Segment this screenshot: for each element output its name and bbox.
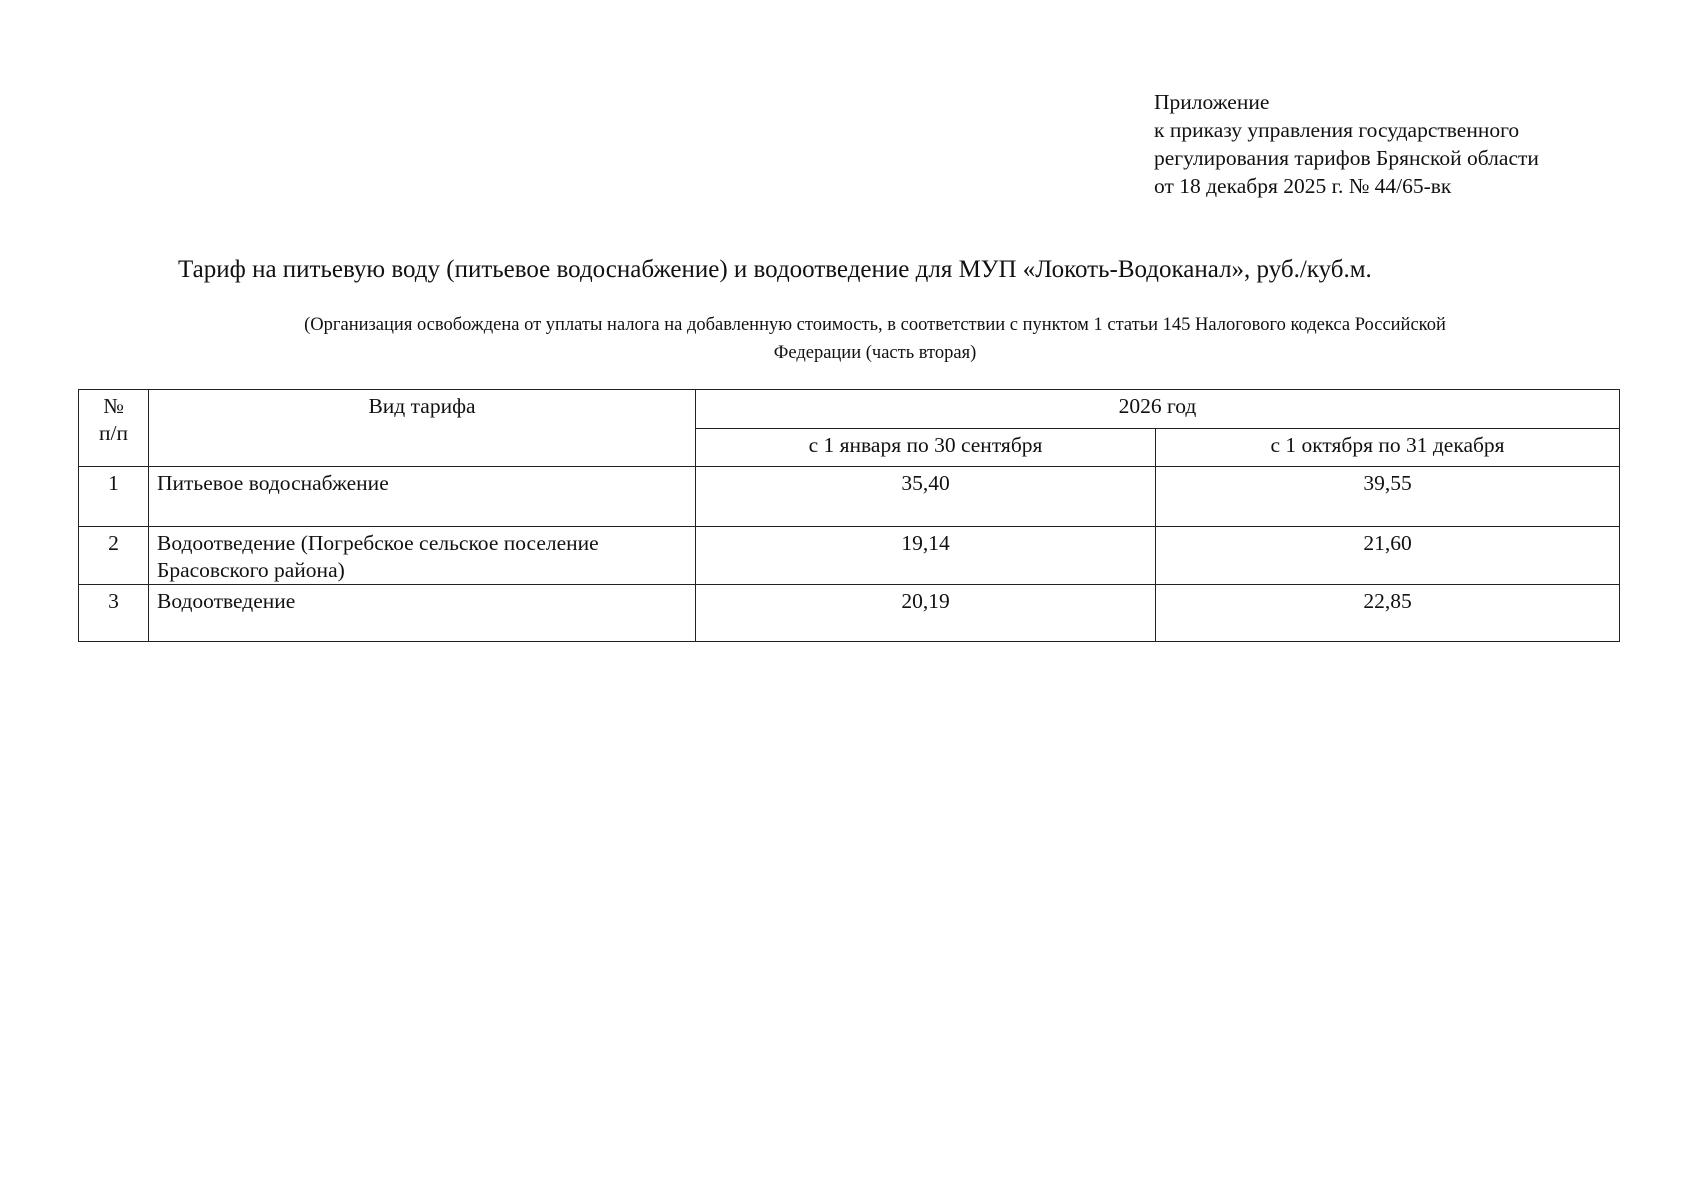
document-title: Тариф на питьевую воду (питьевое водоснабжение) и водоотведение для МУП «Локоть-Водоканал», руб./куб.м. — [178, 256, 1372, 283]
vat-note — [170, 311, 1580, 367]
row-period-1-value: 20,19 — [696, 585, 1156, 642]
row-period-2-value: 22,85 — [1156, 585, 1620, 642]
tariff-table — [78, 389, 1620, 642]
row-kind-line-1: Водоотведение (Погребское сельское поселение — [157, 531, 599, 555]
appendix-block — [1154, 88, 1539, 200]
row-kind — [149, 467, 696, 527]
appendix-line-4: от 18 декабря 2025 г. № 44/65-вк — [1154, 174, 1452, 198]
row-period-2-value: 39,55 — [1156, 467, 1620, 527]
row-period-1-value: 19,14 — [696, 527, 1156, 585]
appendix-line-2: к приказу управления государственного — [1154, 118, 1520, 142]
row-number: 2 — [79, 527, 149, 585]
header-number-line-1: № — [103, 394, 124, 418]
row-kind-line-1: Питьевое водоснабжение — [157, 471, 389, 495]
table-row — [79, 527, 1620, 585]
header-number — [79, 390, 149, 467]
row-period-2-value: 21,60 — [1156, 527, 1620, 585]
header-number-line-2: п/п — [99, 421, 128, 445]
row-kind — [149, 527, 696, 585]
header-period-2: с 1 октября по 31 декабря — [1156, 429, 1620, 467]
vat-note-line-2: Федерации (часть вторая) — [773, 343, 977, 363]
header-kind: Вид тарифа — [149, 390, 696, 467]
row-number: 1 — [79, 467, 149, 527]
row-kind — [149, 585, 696, 642]
header-row-1 — [79, 390, 1620, 429]
row-kind-line-1: Водоотведение — [157, 589, 296, 613]
appendix-line-1: Приложение — [1154, 90, 1270, 114]
vat-note-line-1: (Организация освобождена от уплаты налога на добавленную стоимость, в соответствии с пунктом 1 статьи 145 Налогового кодекса Российской — [304, 315, 1446, 335]
row-period-1-value: 35,40 — [696, 467, 1156, 527]
row-number: 3 — [79, 585, 149, 642]
table-row — [79, 467, 1620, 527]
appendix-line-3: регулирования тарифов Брянской области — [1154, 146, 1539, 170]
table-row — [79, 585, 1620, 642]
header-year: 2026 год — [696, 390, 1620, 429]
row-kind-line-2: Брасовского района) — [157, 558, 345, 582]
header-period-1: с 1 января по 30 сентября — [696, 429, 1156, 467]
